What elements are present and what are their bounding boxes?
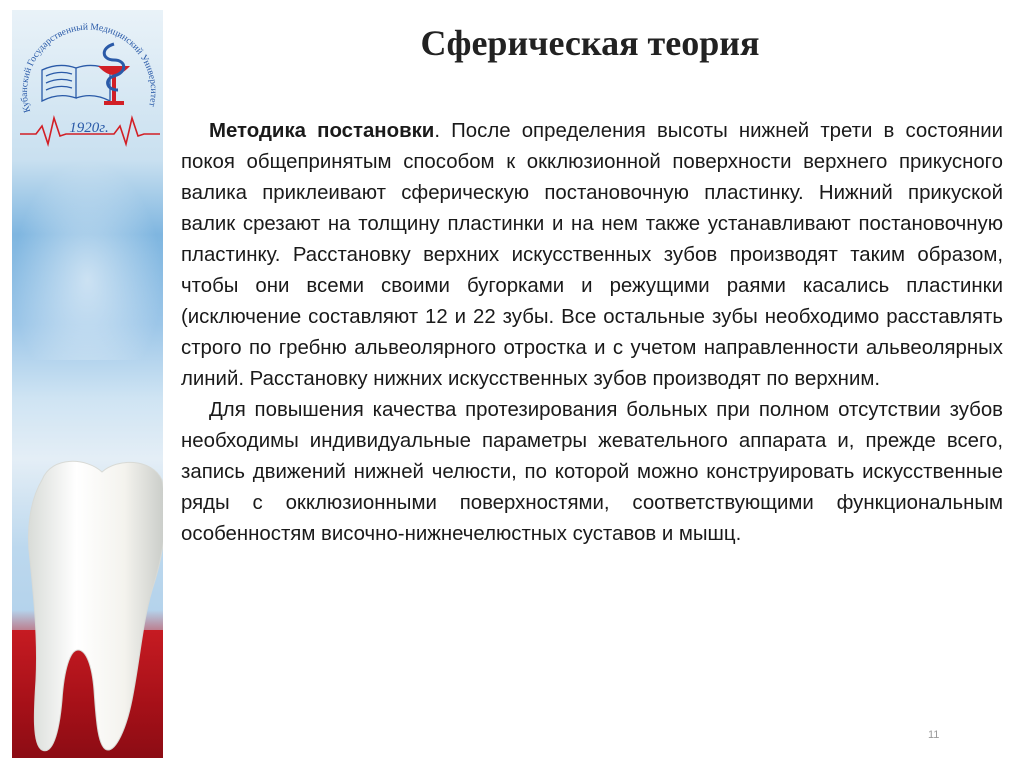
paragraph-method — [181, 116, 1003, 395]
page-number: 11 — [928, 729, 940, 741]
tooth-image — [12, 450, 163, 758]
page-title: Сферическая теория — [420, 23, 760, 63]
university-logo — [14, 6, 164, 166]
book-icon — [42, 65, 110, 101]
bowl-of-hygieia-icon — [98, 44, 130, 105]
paragraph-quality — [181, 395, 1003, 550]
method-text: После определения высоты нижней трети в состоянии покоя общепринятым способом к окклюзионной поверхности верхнего прикусного валика приклеивают сферическую постановочную пластинку. Нижний прикуской валик срезают на толщину пластинки и на нем также устанавливают постановочную пластинку. Расстановку верхних искусственных зубов производят таким образом, чтобы они всеми своими бугорками и режущими раями касались пластинки (исключение составляют 12 и 22 зубы. Все остальные зубы необходимо расставлять строго по гребню альвеолярного отростка и с учетом направленности альвеолярных линий. Расстановку нижних искусственных зубов производят по верхним. — [181, 120, 1003, 390]
method-heading: Методика постановки — [209, 120, 435, 142]
logo-year: 1920г. — [69, 120, 109, 136]
logo-arc-text: Кубанский Государственный Медицинский Университет — [19, 22, 159, 114]
method-heading-punct: . — [434, 120, 441, 142]
body-text — [181, 116, 1003, 550]
background-haze — [12, 160, 163, 360]
quality-text: Для повышения качества протезирования больных при полном отсутствии зубов необходимы индивидуальные параметры жевательного аппарата и, прежде всего, запись движений нижней челюсти, по которой можно конструировать искусственные ряды с окклюзионными поверхностями, соответствующими функциональным особенностям височно-нижнечелюстных суставов и мышц. — [181, 399, 1003, 545]
